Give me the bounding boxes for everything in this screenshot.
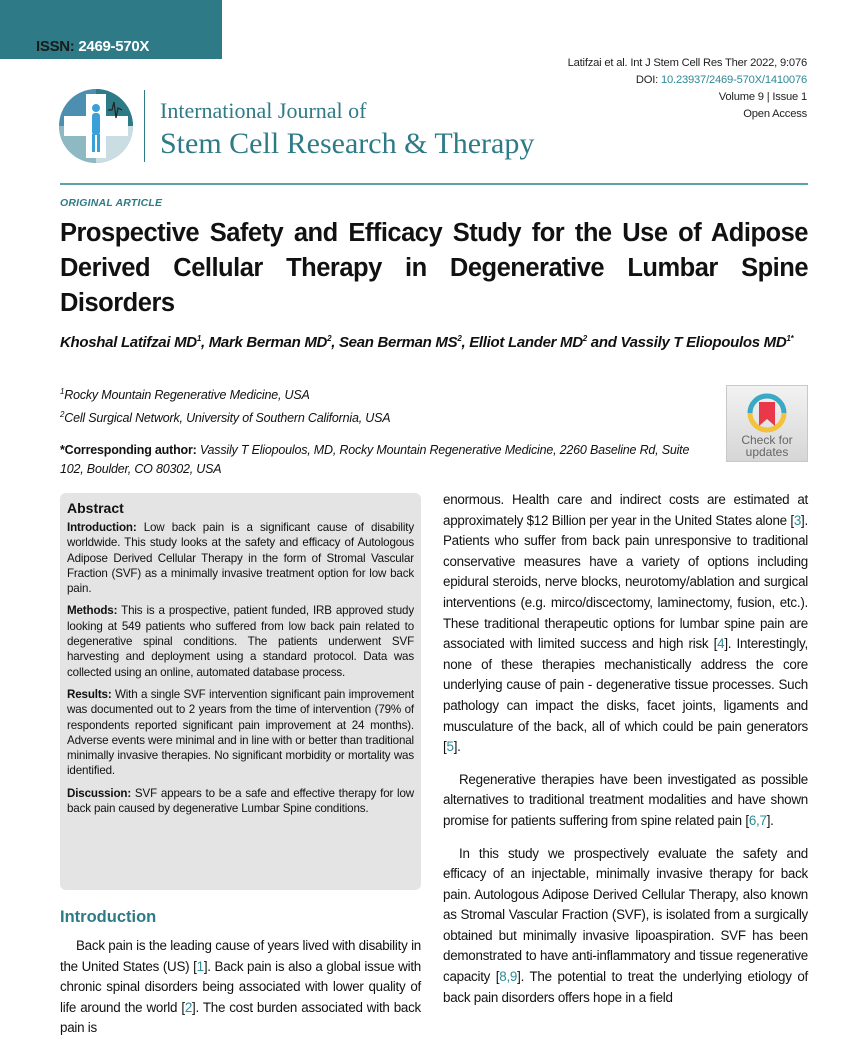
section-label: Introduction: (67, 521, 137, 534)
author-list (60, 328, 808, 354)
paragraph-text: ]. The cost burden associated with back pain is (60, 999, 422, 1036)
author-affiliation-marker: 2 (457, 334, 462, 343)
citation-link[interactable]: 6,7 (748, 812, 767, 828)
corresponding-label: *Corresponding author: (60, 443, 197, 457)
open-access: Open Access (743, 108, 807, 120)
author-separator: , (200, 334, 209, 351)
issn (36, 38, 149, 55)
author-affiliation-marker: 1 (196, 334, 201, 343)
header-divider (60, 183, 808, 185)
abstract-introduction (67, 520, 414, 596)
paragraph-text: In this study we prospectively evaluate the safety and efficacy of an injectable, minimally invasive therapy for back pain. Autologous Adipose Derived Cellular Therapy, also known as Stromal Vascular Fraction (SVF), is isolated from a surgically obtained but minimally invasive lipoaspiration. SVF has been demonstrated to have anti-inflammatory and tissue regenerative capacity [ (443, 845, 808, 985)
author-affiliation-marker: 2 (582, 334, 587, 343)
citation-link[interactable]: 8,9 (499, 969, 518, 985)
author-affiliation-marker: 2 (327, 334, 332, 343)
author-separator: , (331, 334, 339, 351)
paragraph-text: ]. (766, 812, 774, 828)
affiliation-text: Cell Surgical Network, University of Southern California, USA (64, 411, 391, 426)
body-paragraph (443, 844, 808, 1009)
paragraph-text: ]. Interestingly, none of these therapies mechanistically address the core underlying cause of pain - degenerative tissue processes. Such pathology can impact the disks, facet joints, ligaments and musculature of the back, all of which could be pain generators [ (443, 636, 808, 755)
journal-name-line1: International Journal of (160, 98, 367, 123)
paragraph-text: ]. (453, 739, 461, 755)
author-name: Mark Berman MD (208, 334, 328, 351)
citation: Latifzai et al. Int J Stem Cell Res Ther 2022, 9:076 (567, 57, 807, 69)
affiliation-marker: 1 (60, 387, 65, 396)
section-text: Low back pain is a significant cause of disability worldwide. This study looks at the safety and efficacy of Autologous Adipose Derived Cellular Therapy in the form of Stromal Vascular Fraction (SVF) as a minimally invasive treatment option for low back pain. (67, 521, 414, 596)
citation-link[interactable]: 2 (184, 999, 193, 1015)
corresponding-text: Vassily T Eliopoulos, MD, Rocky Mountain Regenerative Medicine, 2260 Baseline Rd, Suite 102, Boulder, CO 80302, USA (60, 443, 690, 476)
affiliation-text: Rocky Mountain Regenerative Medicine, USA (64, 388, 310, 403)
volume-issue: Volume 9 | Issue 1 (718, 91, 807, 103)
check-for-updates-button[interactable] (726, 385, 808, 462)
section-label: Methods: (67, 604, 118, 618)
citation-link[interactable]: 3 (793, 512, 802, 528)
author-separator: and (586, 334, 621, 351)
journal-logo-icon (58, 88, 134, 164)
logo-divider (144, 90, 145, 162)
citation-link[interactable]: 4 (717, 636, 725, 652)
body-paragraph (443, 490, 808, 758)
issn-label: ISSN: (36, 38, 75, 55)
paragraph-text: ]. Back pain is also a global issue with chronic spinal disorders being associated with lower quality of life around the world [ (60, 958, 421, 1015)
abstract-methods (67, 603, 414, 679)
section-text: With a single SVF intervention significant pain improvement was documented out to 2 years from the time of intervention (79% of respondents reported significant pain improvement at 24 months). Adverse events were minimal and in line with or better than traditional minimally invasive therapies. No significant morbidity or mortality was identified. (67, 687, 414, 778)
affiliation-1 (60, 387, 310, 402)
corresponding-author (60, 441, 715, 479)
body-paragraph (443, 770, 808, 832)
author-name: Sean Berman MS (338, 334, 458, 351)
paragraph-text: enormous. Health care and indirect costs are estimated at approximately $12 Billion per year in the United States alone [ (443, 492, 808, 528)
section-label: Discussion: (67, 786, 132, 800)
citation-link[interactable]: 5 (446, 739, 454, 755)
citation-link[interactable]: 1 (196, 958, 204, 974)
author-name: Vassily T Eliopoulos MD (620, 334, 787, 351)
introduction-heading: Introduction (60, 908, 157, 926)
right-column (443, 490, 808, 1020)
doi-label: DOI: (635, 74, 659, 86)
doi (636, 74, 807, 86)
abstract-results (67, 687, 414, 779)
doi-link[interactable]: 10.23937/2469-570X/1410076 (661, 74, 807, 86)
issn-number: 2469-570X (78, 38, 150, 55)
section-text: SVF appears to be a safe and effective therapy for low back pain caused by degenerative Lumbar Spine conditions. (67, 786, 414, 816)
section-text: This is a prospective, patient funded, IRB approved study looking at 549 patients who suffered from low back pain related to degenerative spinal conditions. The patients underwent SVF harvesting and deployment using a standard protocol. Data was collected using an online, automated database process. (67, 604, 414, 679)
author-separator: , (461, 334, 470, 351)
abstract-heading: Abstract (67, 500, 124, 516)
journal-name-line2: Stem Cell Research & Therapy (160, 127, 535, 160)
check-for-updates-label: Check for updates (741, 433, 793, 459)
left-column (60, 936, 421, 1051)
affiliation-2 (60, 410, 390, 425)
paragraph-text: Regenerative therapies have been investigated as possible alternatives to traditional treatment modalities and have shown promise for patients suffering from spine related pain [ (443, 771, 808, 828)
author-name: Elliot Lander MD (469, 334, 583, 351)
abstract-box (60, 493, 421, 890)
author-name: Khoshal Latifzai MD (60, 334, 197, 351)
affiliation-marker: 2 (60, 410, 65, 419)
paragraph-text: Back pain is the leading cause of years lived with disability in the United States (US) [ (60, 938, 421, 974)
abstract-discussion (67, 786, 414, 817)
article-title: Prospective Safety and Efficacy Study for the Use of Adipose Derived Cellular Therapy in Degenerative Lumbar Spine Disorders (60, 219, 808, 317)
author-affiliation-marker: 1* (786, 334, 794, 343)
bookmark-icon (744, 390, 790, 436)
paragraph-text: ]. Patients who suffer from back pain unresponsive to traditional conservative measures have a variety of options including epidural steroids, nerve blocks, neurotomy/ablation and surgical interventions (e.g. mirco/discectomy, laminectomy, fusion, etc.). These traditional therapeutic options for lumbar spine pain are associated with limited success and high risk [ (443, 512, 808, 652)
article-type: ORIGINAL ARTICLE (60, 197, 163, 209)
paragraph-text: ]. The potential to treat the underlying etiology of back pain disorders offers hope in a field (443, 969, 808, 1005)
section-label: Results: (67, 687, 112, 701)
